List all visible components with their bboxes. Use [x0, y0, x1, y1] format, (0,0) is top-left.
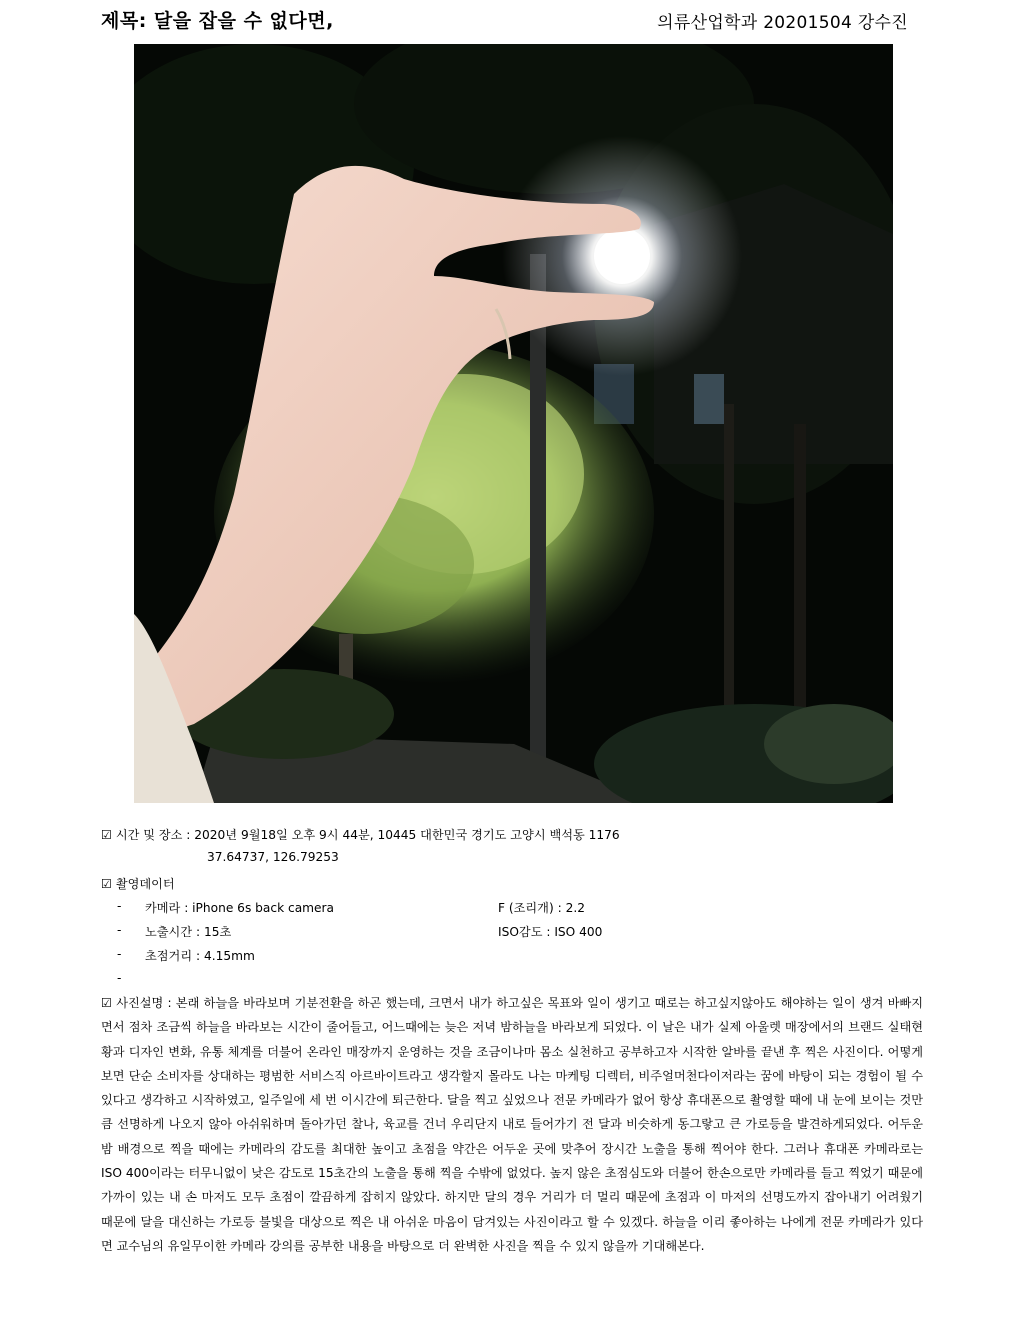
checkbox-icon: ☑: [101, 828, 112, 842]
checkbox-icon: ☑: [101, 996, 112, 1010]
aperture-text: F (조리개) : 2.2: [498, 901, 585, 915]
bullet-dash: -: [117, 947, 122, 961]
checkbox-icon: ☑: [101, 877, 112, 891]
description-text: 본래 하늘을 바라보며 기분전환을 하곤 했는데, 크면서 내가 하고싶은 목표와 일이 생기고 때로는 하고싶지않아도 해야하는 일이 생겨 바빠지면서 점차 조금씩 하늘을 바라보는 시간이 줄어들고, 어느때에는 늦은 저녁 밤하늘을 바라보게 되었다. 이 날은 내가 실제 아울렛 매장에서의 브랜드 실태현황과 디자인 변화, 유통 체계를 더불어 온라인 매장까지 운영하는 것을 조금이나마 몸소 실천하고 공부하고자 시작한 알바를 끝낸 후 찍은 사진이다. 어떻게 보면 단순 소비자를 상대하는 평범한 서비스직 아르바이트라고 생각할지 몰라도 나는 마케팅 디렉터, 비주얼머천다이저라는 꿈에 바탕이 되는 경험이 될 수 있다고 생각하고 시작하였고, 일주일에 세 번 이시간에 퇴근한다. 달을 찍고 싶었으나 전문 카메라가 없어 항상 휴대폰으로 촬영할 때에 내 눈에 보이는 것만큼 선명하게 나오지 않아 아쉬워하며 돌아가던 찰나, 육교를 건너 우리단지 내로 들어가기 전 달과 비슷하게 동그랗고 큰 가로등을 발견하게되었다. 어두운 밤 배경으로 찍을 때에는 카메라의 감도를 최대한 높이고 초점을 약간은 어두운 곳에 맞추어 장시간 노출을 통해 찍어야 한다. 그러나 휴대폰 카메라로는 ISO 400이라는 터무니없이 낮은 감도로 15초간의 노출을 통해 찍을 수밖에 없었다. 높지 않은 초점심도와 더불어 한손으로만 카메라를 들고 찍었기 때문에 가까이 있는 내 손 마저도 모두 초점이 깔끔하게 잡히지 않았다. 하지만 달의 경우 거리가 더 멀리 때문에 초점과 이 마저의 선명도까지 잡아내기 어려웠기 때문에 달을 대신하는 가로등 불빛을 대상으로 찍은 내 아쉬운 마음이 담겨있는 사진이라고 할 수 있겠다. 하늘을 이리 좋아하는 나에게 전문 카메라가 있다면 교수님의 유일무이한 카메라 강의를 공부한 내용을 바탕으로 더 완벽한 사진을 찍을 수 있지 않을까 기대해본다.: [101, 996, 923, 1253]
time-place-text: 시간 및 장소 : 2020년 9월18일 오후 9시 44분, 10445 대한민국 경기도 고양시 백석동 1176: [115, 828, 620, 842]
description-label: 사진설명 :: [116, 996, 176, 1010]
coordinates-text: 37.64737, 126.79253: [207, 850, 339, 864]
iso-text: ISO감도 : ISO 400: [498, 925, 603, 939]
bullet-dash: -: [117, 899, 122, 913]
shooting-data-row: [101, 875, 175, 892]
exposure-text: 노출시간 : 15초: [145, 925, 232, 939]
page-title: 제목: 달을 잡을 수 없다면,: [101, 10, 334, 32]
time-place-row: [101, 826, 620, 843]
focal-text: 초점거리 : 4.15mm: [145, 949, 255, 963]
shooting-data-label: 촬영데이터: [115, 877, 175, 891]
photo-description: [101, 991, 923, 1258]
author-info: 의류산업학과 20201504 강수진: [657, 13, 908, 33]
night-street-lamp-photo: [134, 44, 893, 803]
bullet-dash: -: [117, 971, 122, 985]
bullet-dash: -: [117, 923, 122, 937]
camera-text: 카메라 : iPhone 6s back camera: [145, 901, 335, 915]
